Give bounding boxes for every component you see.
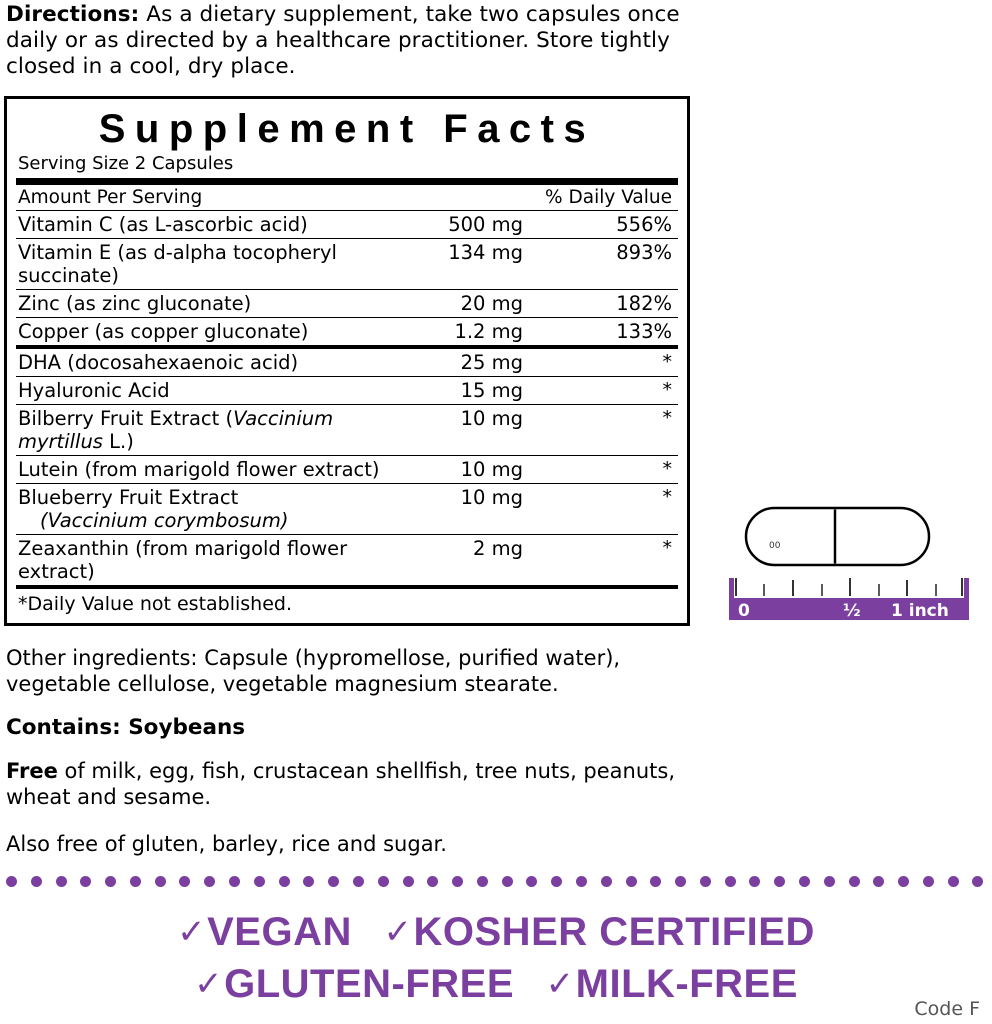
divider-dot [576, 876, 587, 887]
certification-claims [0, 906, 992, 1010]
row-dv: * [545, 405, 678, 456]
row-dv: 893% [545, 239, 678, 290]
divider-dot [774, 876, 785, 887]
divider-dot [303, 876, 314, 887]
serving-size: Serving Size 2 Capsules [18, 153, 234, 174]
row-dv: * [545, 456, 678, 484]
divider-dot [105, 876, 116, 887]
table-row [16, 535, 678, 588]
check-icon: ✓ [383, 913, 413, 951]
divider-dot [179, 876, 190, 887]
divider-dot [923, 876, 934, 887]
header-amount-spacer [409, 185, 545, 211]
supplement-facts-panel [4, 96, 690, 626]
divider-dot [403, 876, 414, 887]
divider-dot [873, 876, 884, 887]
divider-dot [749, 876, 760, 887]
divider-dot [427, 876, 438, 887]
row-amount: 10 mg [409, 456, 545, 484]
claim-milk-free [546, 958, 798, 1010]
row-dv: 182% [545, 290, 678, 318]
header-amount-per-serving: Amount Per Serving [16, 185, 409, 211]
also-free-statement: Also free of gluten, barley, rice and sugar. [6, 832, 447, 856]
claim-label: GLUTEN-FREE [224, 962, 515, 1006]
row-amount: 25 mg [409, 347, 545, 377]
divider-dot [824, 876, 835, 887]
claims-row-2 [0, 958, 992, 1010]
table-row [16, 347, 678, 377]
table-row [16, 456, 678, 484]
row-name: Zeaxanthin (from marigold flower extract) [16, 535, 409, 588]
capsule-size-graphic [724, 500, 974, 630]
divider-dot [279, 876, 290, 887]
row-name [16, 405, 409, 456]
row-name-main: Bilberry Fruit Extract ( [18, 407, 234, 430]
capsule-ruler-svg [724, 500, 974, 630]
ruler-label-one-inch: 1 inch [891, 601, 949, 621]
row-name: Vitamin E (as d-alpha tocopheryl succinate) [16, 239, 409, 290]
divider-dot [477, 876, 488, 887]
row-dv: 133% [545, 318, 678, 348]
check-icon: ✓ [194, 965, 224, 1003]
row-amount: 10 mg [409, 484, 545, 535]
divider-dot [31, 876, 42, 887]
ruler-label-zero: 0 [738, 601, 750, 621]
free-of-statement [6, 758, 726, 810]
table-row [16, 318, 678, 348]
row-name-tail: L.) [102, 430, 134, 453]
divider-dot [626, 876, 637, 887]
check-icon: ✓ [545, 965, 575, 1003]
divider-dot [353, 876, 364, 887]
divider-dot [204, 876, 215, 887]
divider-dot [254, 876, 265, 887]
divider-dot [452, 876, 463, 887]
daily-value-footnote: *Daily Value not established. [18, 593, 293, 615]
claim-label: VEGAN [207, 910, 352, 954]
divider-dot [80, 876, 91, 887]
row-amount: 2 mg [409, 535, 545, 588]
free-of-label: Free [6, 759, 58, 783]
claims-row-1 [0, 906, 992, 958]
divider-dot [130, 876, 141, 887]
row-amount: 134 mg [409, 239, 545, 290]
row-amount: 500 mg [409, 211, 545, 239]
table-row [16, 484, 678, 535]
divider-dot [526, 876, 537, 887]
table-row [16, 377, 678, 405]
row-name: Zinc (as zinc gluconate) [16, 290, 409, 318]
divider-dot [948, 876, 959, 887]
table-row [16, 405, 678, 456]
divider-dot [502, 876, 513, 887]
other-ingredients: Other ingredients: Capsule (hypromellose, purified water), vegetable cellulose, vegetable magnesium stearate. [6, 646, 621, 696]
claim-vegan [177, 906, 352, 958]
divider-dot [675, 876, 686, 887]
divider-dot [378, 876, 389, 887]
row-name: DHA (docosahexaenoic acid) [16, 347, 409, 377]
row-name-main: Blueberry Fruit Extract [18, 486, 239, 509]
product-code: Code F [914, 998, 980, 1020]
directions-label: Directions: [6, 2, 140, 27]
row-name [16, 484, 409, 535]
divider-dot [849, 876, 860, 887]
row-dv: * [545, 484, 678, 535]
row-amount: 10 mg [409, 405, 545, 456]
contains-statement: Contains: Soybeans [6, 715, 246, 740]
row-amount: 20 mg [409, 290, 545, 318]
divider-dot [328, 876, 339, 887]
table-row [16, 211, 678, 239]
divider-dot [6, 876, 17, 887]
table-row [16, 290, 678, 318]
row-dv: 556% [545, 211, 678, 239]
row-name-species: (Vaccinium corymbosum) [40, 509, 289, 532]
svg-text:00: 00 [769, 541, 781, 551]
divider-dot [229, 876, 240, 887]
capsule-icon [746, 508, 929, 565]
divider-dot [972, 876, 983, 887]
divider-dot [799, 876, 810, 887]
divider-dot [155, 876, 166, 887]
row-dv: * [545, 535, 678, 588]
claim-gluten-free [194, 958, 514, 1010]
table-row [16, 239, 678, 290]
check-icon: ✓ [177, 913, 207, 951]
claim-kosher-certified [384, 906, 815, 958]
divider-thick [16, 178, 678, 185]
claim-label: KOSHER CERTIFIED [413, 910, 815, 954]
ruler-label-half: ½ [843, 601, 861, 621]
row-name: Vitamin C (as L-ascorbic acid) [16, 211, 409, 239]
row-dv: * [545, 347, 678, 377]
divider-dot [56, 876, 67, 887]
row-name-species: Vaccinium myrtillus [18, 407, 334, 453]
directions-text: As a dietary supplement, take two capsules once daily or as directed by a healthcare practitioner. Store tightly closed in a cool, dry place. [6, 2, 680, 79]
row-name: Lutein (from marigold flower extract) [16, 456, 409, 484]
divider-dot [700, 876, 711, 887]
dotted-divider [6, 876, 984, 890]
divider-dot [601, 876, 612, 887]
row-amount: 1.2 mg [409, 318, 545, 348]
row-dv: * [545, 377, 678, 405]
row-amount: 15 mg [409, 377, 545, 405]
row-name: Copper (as copper gluconate) [16, 318, 409, 348]
supplement-facts-table [16, 185, 678, 589]
divider-dot [650, 876, 661, 887]
supplement-facts-title: Supplement Facts [98, 107, 596, 151]
header-daily-value: % Daily Value [545, 185, 678, 211]
directions-block [6, 2, 706, 80]
row-name: Hyaluronic Acid [16, 377, 409, 405]
divider-dot [725, 876, 736, 887]
divider-dot [898, 876, 909, 887]
divider-dot [551, 876, 562, 887]
free-of-text: of milk, egg, fish, crustacean shellfish, tree nuts, peanuts, wheat and sesame. [6, 759, 676, 809]
table-header-row [16, 185, 678, 211]
claim-label: MILK-FREE [575, 962, 798, 1006]
